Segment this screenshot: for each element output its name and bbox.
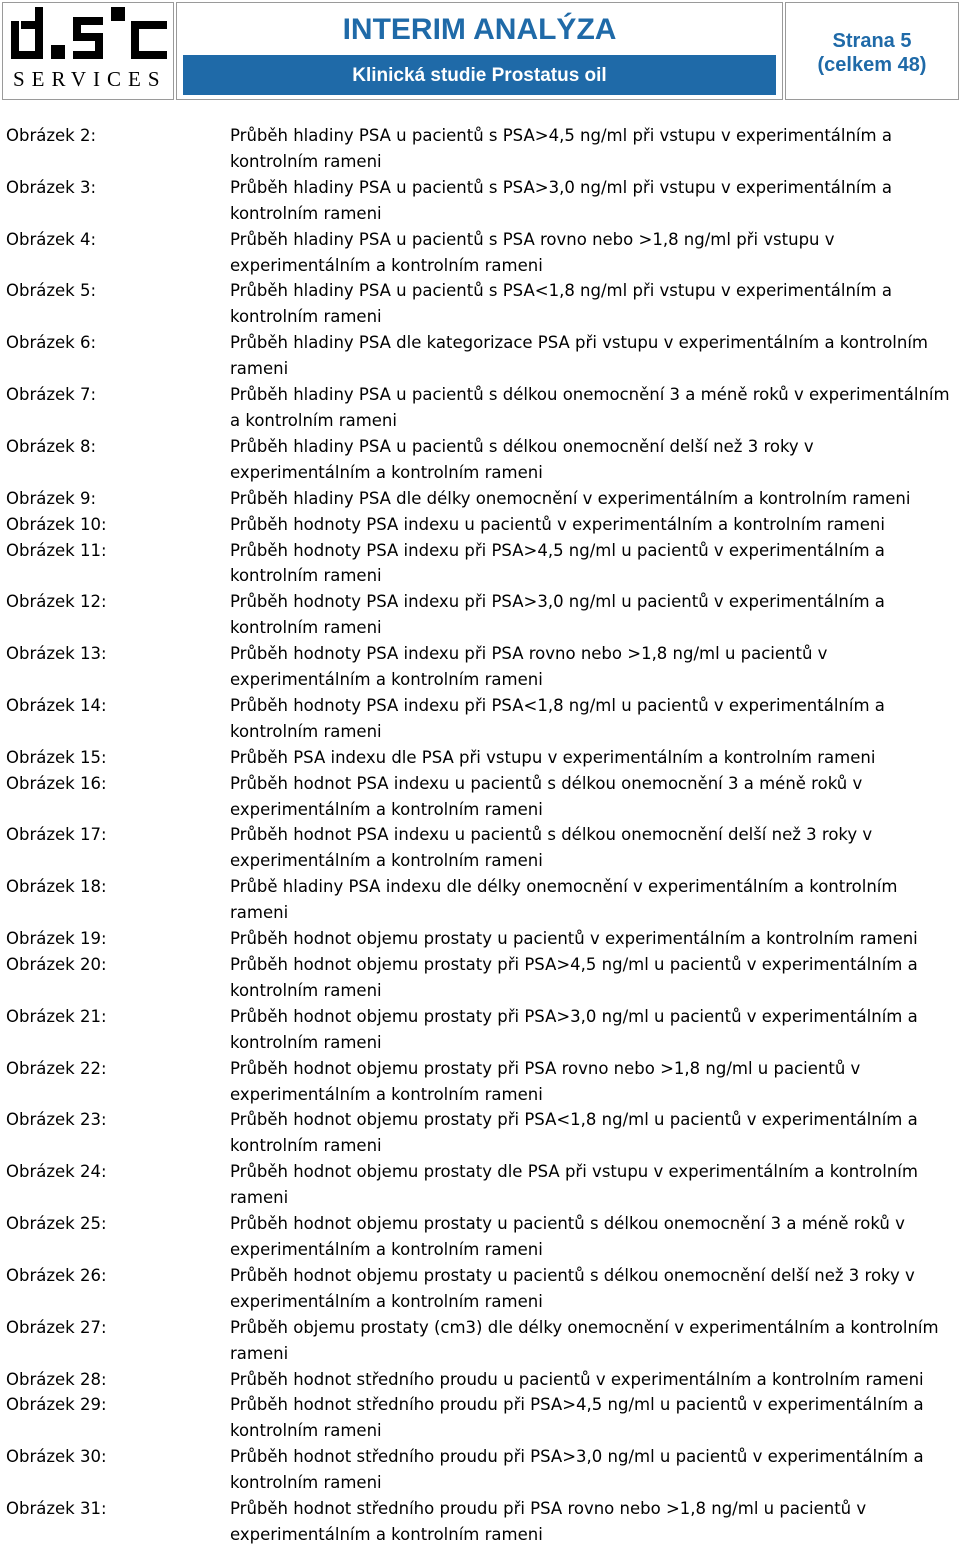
figure-caption: Průběh hodnot středního proudu u pacientů v experimentálním a kontrolním rameni: [230, 1369, 924, 1389]
figure-caption: Průběh hodnot středního proudu při PSA>3,0 ng/ml u pacientů v experimentálním a kontrolním rameni: [230, 1447, 924, 1493]
figure-caption: Průběh hodnot objemu prostaty při PSA>4,5 ng/ml u pacientů v experimentálním a kontrolním rameni: [230, 955, 918, 1000]
figure-label: Obrázek 26:: [6, 1265, 107, 1285]
figure-label: Obrázek 18:: [6, 877, 107, 897]
figure-label: Obrázek 2:: [6, 126, 97, 145]
list-item: [0, 1159, 960, 1211]
list-item: [0, 330, 960, 382]
figure-label: Obrázek 11:: [6, 540, 107, 560]
figure-caption: Průběh hodnot objemu prostaty při PSA rovno nebo >1,8 ng/ml u pacientů v experimentálním a kontrolním rameni: [230, 1058, 861, 1104]
list-item: [0, 486, 960, 512]
list-item: [0, 1263, 960, 1315]
list-item: [0, 1367, 960, 1393]
figure-caption: Průběh hodnot objemu prostaty u pacientů s délkou onemocnění 3 a méně roků v experimentálním a kontrolním rameni: [230, 1214, 905, 1259]
figure-label: Obrázek 6:: [6, 333, 97, 353]
page-header: [0, 0, 960, 102]
figure-label: Obrázek 8:: [6, 436, 97, 456]
list-item: [0, 641, 960, 693]
list-item: [0, 1444, 960, 1496]
list-item: [0, 1496, 960, 1548]
list-item: [0, 1392, 960, 1444]
figure-caption: Průběh hodnoty PSA indexu při PSA>4,5 ng/ml u pacientů v experimentálním a kontrolním rameni: [230, 540, 885, 586]
list-item: [0, 874, 960, 926]
list-item: [0, 434, 960, 486]
figure-caption: Průběh objemu prostaty (cm3) dle délky onemocnění v experimentálním a kontrolním rameni: [230, 1317, 939, 1363]
figure-label: Obrázek 20:: [6, 955, 107, 974]
figure-label: Obrázek 15:: [6, 747, 107, 767]
page-info: [785, 2, 959, 100]
list-item: [0, 538, 960, 590]
figure-label: Obrázek 16:: [6, 773, 107, 793]
list-item: [0, 175, 960, 227]
list-item: [0, 1211, 960, 1263]
list-item: [0, 952, 960, 1004]
figure-caption: Průběh hodnoty PSA indexu při PSA>3,0 ng/ml u pacientů v experimentálním a kontrolním rameni: [230, 592, 885, 638]
figure-list: [0, 123, 960, 1548]
figure-label: Obrázek 4:: [6, 229, 97, 249]
figure-caption: Průběh PSA indexu dle PSA při vstupu v experimentálním a kontrolním rameni: [230, 747, 876, 767]
list-item: [0, 1004, 960, 1056]
list-item: [0, 822, 960, 874]
figure-label: Obrázek 29:: [6, 1395, 107, 1415]
list-item: [0, 123, 960, 175]
figure-caption: Průběh hladiny PSA u pacientů s PSA<1,8 ng/ml při vstupu v experimentálním a kontrolním rameni: [230, 281, 892, 327]
figure-caption: Průběh hladiny PSA dle délky onemocnění v experimentálním a kontrolním rameni: [230, 488, 911, 508]
figure-caption: Průběh hodnot objemu prostaty při PSA>3,0 ng/ml u pacientů v experimentálním a kontrolním rameni: [230, 1006, 918, 1052]
figure-caption: Průběh hodnoty PSA indexu při PSA rovno nebo >1,8 ng/ml u pacientů v experimentálním a kontrolním rameni: [230, 644, 828, 690]
figure-label: Obrázek 14:: [6, 695, 107, 715]
figure-label: Obrázek 31:: [6, 1499, 107, 1519]
list-item: [0, 693, 960, 745]
company-logo: [2, 2, 174, 100]
figure-caption: Průběh hodnot objemu prostaty při PSA<1,8 ng/ml u pacientů v experimentálním a kontrolním rameni: [230, 1110, 918, 1156]
figure-label: Obrázek 25:: [6, 1214, 107, 1234]
logo-text: SERVICES: [13, 67, 167, 91]
figure-label: Obrázek 30:: [6, 1447, 107, 1467]
list-item: [0, 227, 960, 279]
figure-caption: Průběh hodnot objemu prostaty dle PSA při vstupu v experimentálním a kontrolním rameni: [230, 1162, 918, 1208]
figure-label: Obrázek 23:: [6, 1110, 107, 1130]
list-item: [0, 512, 960, 538]
figure-label: Obrázek 19:: [6, 929, 107, 949]
figure-caption: Průbě hladiny PSA indexu dle délky onemocnění v experimentálním a kontrolním rameni: [230, 877, 898, 923]
list-item: [0, 926, 960, 952]
figure-caption: Průběh hodnoty PSA indexu u pacientů v experimentálním a kontrolním rameni: [230, 514, 885, 534]
figure-caption: Průběh hodnot středního proudu při PSA rovno nebo >1,8 ng/ml u pacientů v experimentálním a kontrolním rameni: [230, 1499, 867, 1544]
figure-label: Obrázek 24:: [6, 1162, 107, 1182]
figure-label: Obrázek 7:: [6, 385, 97, 405]
figure-caption: Průběh hodnot PSA indexu u pacientů s délkou onemocnění delší než 3 roky v experimentálním a kontrolním rameni: [230, 825, 873, 871]
document-title: INTERIM ANALÝZA: [342, 13, 617, 46]
figure-caption: Průběh hodnot objemu prostaty u pacientů s délkou onemocnění delší než 3 roky v experimentálním a kontrolním rameni: [230, 1265, 915, 1311]
title-block: [176, 2, 783, 100]
list-item: [0, 589, 960, 641]
figure-caption: Průběh hladiny PSA u pacientů s délkou onemocnění delší než 3 roky v experimentálním a kontrolním rameni: [230, 436, 814, 482]
dsc-logo-icon: [11, 7, 167, 65]
figure-caption: Průběh hodnoty PSA indexu při PSA<1,8 ng/ml u pacientů v experimentálním a kontrolním rameni: [230, 695, 885, 741]
page-number: [786, 29, 958, 77]
figure-caption: Průběh hladiny PSA u pacientů s délkou onemocnění 3 a méně roků v experimentálním a kontrolním rameni: [230, 385, 950, 430]
list-item: [0, 278, 960, 330]
figure-label: Obrázek 22:: [6, 1058, 107, 1078]
list-item: [0, 745, 960, 771]
figure-label: Obrázek 12:: [6, 592, 107, 612]
list-item: [0, 1315, 960, 1367]
document-subtitle: Klinická studie Prostatus oil: [352, 65, 607, 86]
figure-label: Obrázek 3:: [6, 177, 97, 197]
page-total: (celkem 48): [817, 54, 927, 76]
figure-label: Obrázek 9:: [6, 488, 97, 508]
figure-label: Obrázek 27:: [6, 1317, 107, 1337]
figure-caption: Průběh hladiny PSA u pacientů s PSA>4,5 ng/ml při vstupu v experimentálním a kontrolním rameni: [230, 126, 892, 171]
list-item: [0, 1107, 960, 1159]
figure-label: Obrázek 21:: [6, 1006, 107, 1026]
list-item: [0, 382, 960, 434]
figure-caption: Průběh hladiny PSA u pacientů s PSA rovno nebo >1,8 ng/ml při vstupu v experimentálním a kontrolním rameni: [230, 229, 835, 275]
figure-caption: Průběh hladiny PSA u pacientů s PSA>3,0 ng/ml při vstupu v experimentálním a kontrolním rameni: [230, 177, 892, 223]
figure-caption: Průběh hladiny PSA dle kategorizace PSA při vstupu v experimentálním a kontrolním rameni: [230, 333, 929, 379]
figure-label: Obrázek 17:: [6, 825, 107, 845]
figure-caption: Průběh hodnot středního proudu při PSA>4,5 ng/ml u pacientů v experimentálním a kontrolním rameni: [230, 1395, 924, 1441]
list-item: [0, 771, 960, 823]
page-label: Strana 5: [832, 30, 912, 52]
subtitle-bar: [183, 55, 776, 95]
figure-caption: Průběh hodnot PSA indexu u pacientů s délkou onemocnění 3 a méně roků v experimentálním a kontrolním rameni: [230, 773, 863, 819]
list-item: [0, 1056, 960, 1108]
figure-label: Obrázek 28:: [6, 1369, 107, 1389]
figure-label: Obrázek 13:: [6, 644, 107, 664]
figure-caption: Průběh hodnot objemu prostaty u pacientů v experimentálním a kontrolním rameni: [230, 929, 918, 949]
figure-label: Obrázek 5:: [6, 281, 97, 301]
figure-label: Obrázek 10:: [6, 514, 107, 534]
